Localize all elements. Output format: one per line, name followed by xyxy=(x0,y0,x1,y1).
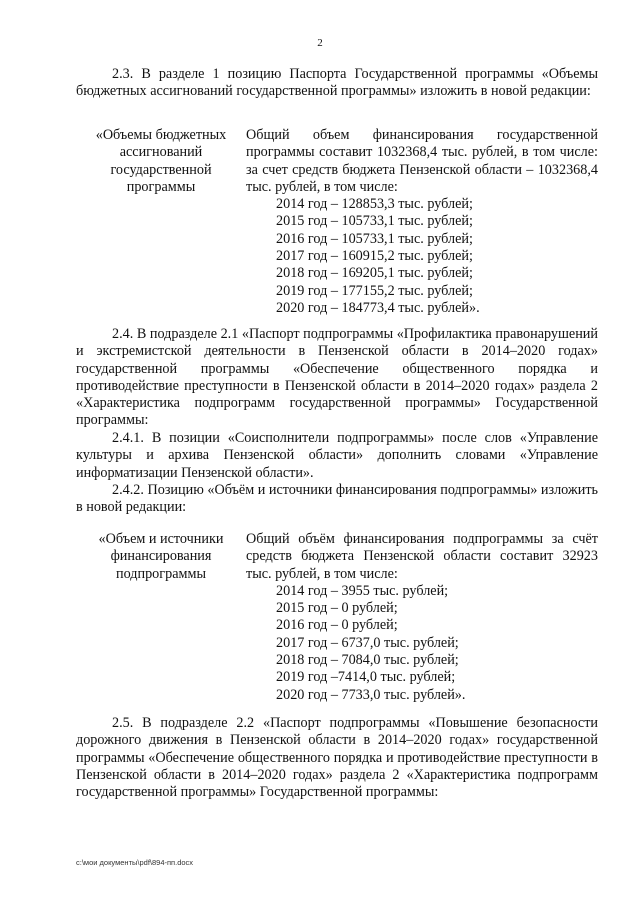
year-line: 2015 год – 0 рублей; xyxy=(276,600,398,617)
budget-allocations-label: «Объемы бюджетных ассигнований государственной программы xyxy=(95,127,227,195)
year-line: 2016 год – 0 рублей; xyxy=(276,617,398,634)
year-line: 2019 год –7414,0 тыс. рублей; xyxy=(276,669,456,686)
financing-years xyxy=(246,583,598,704)
financing-value xyxy=(246,531,598,704)
budget-allocations-description: Общий объем финансирования государственной программы составит 1032368,4 тыс. рублей, в том числе: за счет средств бюджета Пензенской области – 1032368,4 тыс. рублей, в том числе: xyxy=(246,127,598,195)
paragraph-2-4: 2.4. В подразделе 2.1 «Паспорт подпрограммы «Профилактика правонарушений и экстремистской деятельности в Пензенской области в 2014–2020 годах» государственной программы «Обеспечение общественного порядка и противодействие преступности в Пензенской области в 2014–2020 годах» раздела 2 «Характеристика подпрограмм государственной программы» Государственной программы: xyxy=(76,326,598,429)
page-number: 2 xyxy=(317,37,323,49)
year-line: 2019 год – 177155,2 тыс. рублей; xyxy=(276,282,473,299)
year-line: 2016 год – 105733,1 тыс. рублей; xyxy=(276,230,473,247)
paragraph-2-4-2: 2.4.2. Позицию «Объём и источники финансирования подпрограммы» изложить в новой редакции: xyxy=(76,482,598,516)
year-line: 2017 год – 160915,2 тыс. рублей; xyxy=(276,248,473,265)
year-line: 2017 год – 6737,0 тыс. рублей; xyxy=(276,634,459,651)
year-line: 2018 год – 169205,1 тыс. рублей; xyxy=(276,265,473,282)
financing-description: Общий объём финансирования подпрограммы за счёт средств бюджета Пензенской области составит 32923 тыс. рублей, в том числе: xyxy=(246,531,598,582)
year-line: 2015 год – 105733,1 тыс. рублей; xyxy=(276,213,473,230)
year-line: 2014 год – 3955 тыс. рублей; xyxy=(276,582,449,599)
budget-allocations-value xyxy=(246,127,598,317)
paragraph-2-5: 2.5. В подразделе 2.2 «Паспорт подпрограммы «Повышение безопасности дорожного движения в Пензенской области в 2014–2020 годах» государственной программы «Обеспечение общественного порядка и противодействие преступности в Пензенской области в 2014–2020 годах» раздела 2 «Характеристика подпрограмм государственной программы» Государственной программы: xyxy=(76,715,598,801)
file-path-footer: c:\мои документы\pdf\894-пп.docx xyxy=(76,858,194,867)
budget-allocations-years xyxy=(246,196,598,317)
year-line: 2018 год – 7084,0 тыс. рублей; xyxy=(276,652,459,669)
paragraph-2-4-1: 2.4.1. В позиции «Соисполнители подпрограммы» после слов «Управление культуры и архива Пензенской области» дополнить словами «Управление информатизации Пензенской области». xyxy=(76,430,598,481)
year-line: 2020 год – 184773,4 тыс. рублей». xyxy=(276,299,480,316)
financing-label: «Объем и источники финансирования подпрограммы xyxy=(98,531,224,582)
paragraph-2-3: 2.3. В разделе 1 позицию Паспорта Государственной программы «Объемы бюджетных ассигнований государственной программы» изложить в новой редакции: xyxy=(76,66,598,100)
year-line: 2020 год – 7733,0 тыс. рублей». xyxy=(276,686,466,703)
year-line: 2014 год – 128853,3 тыс. рублей; xyxy=(276,196,473,213)
